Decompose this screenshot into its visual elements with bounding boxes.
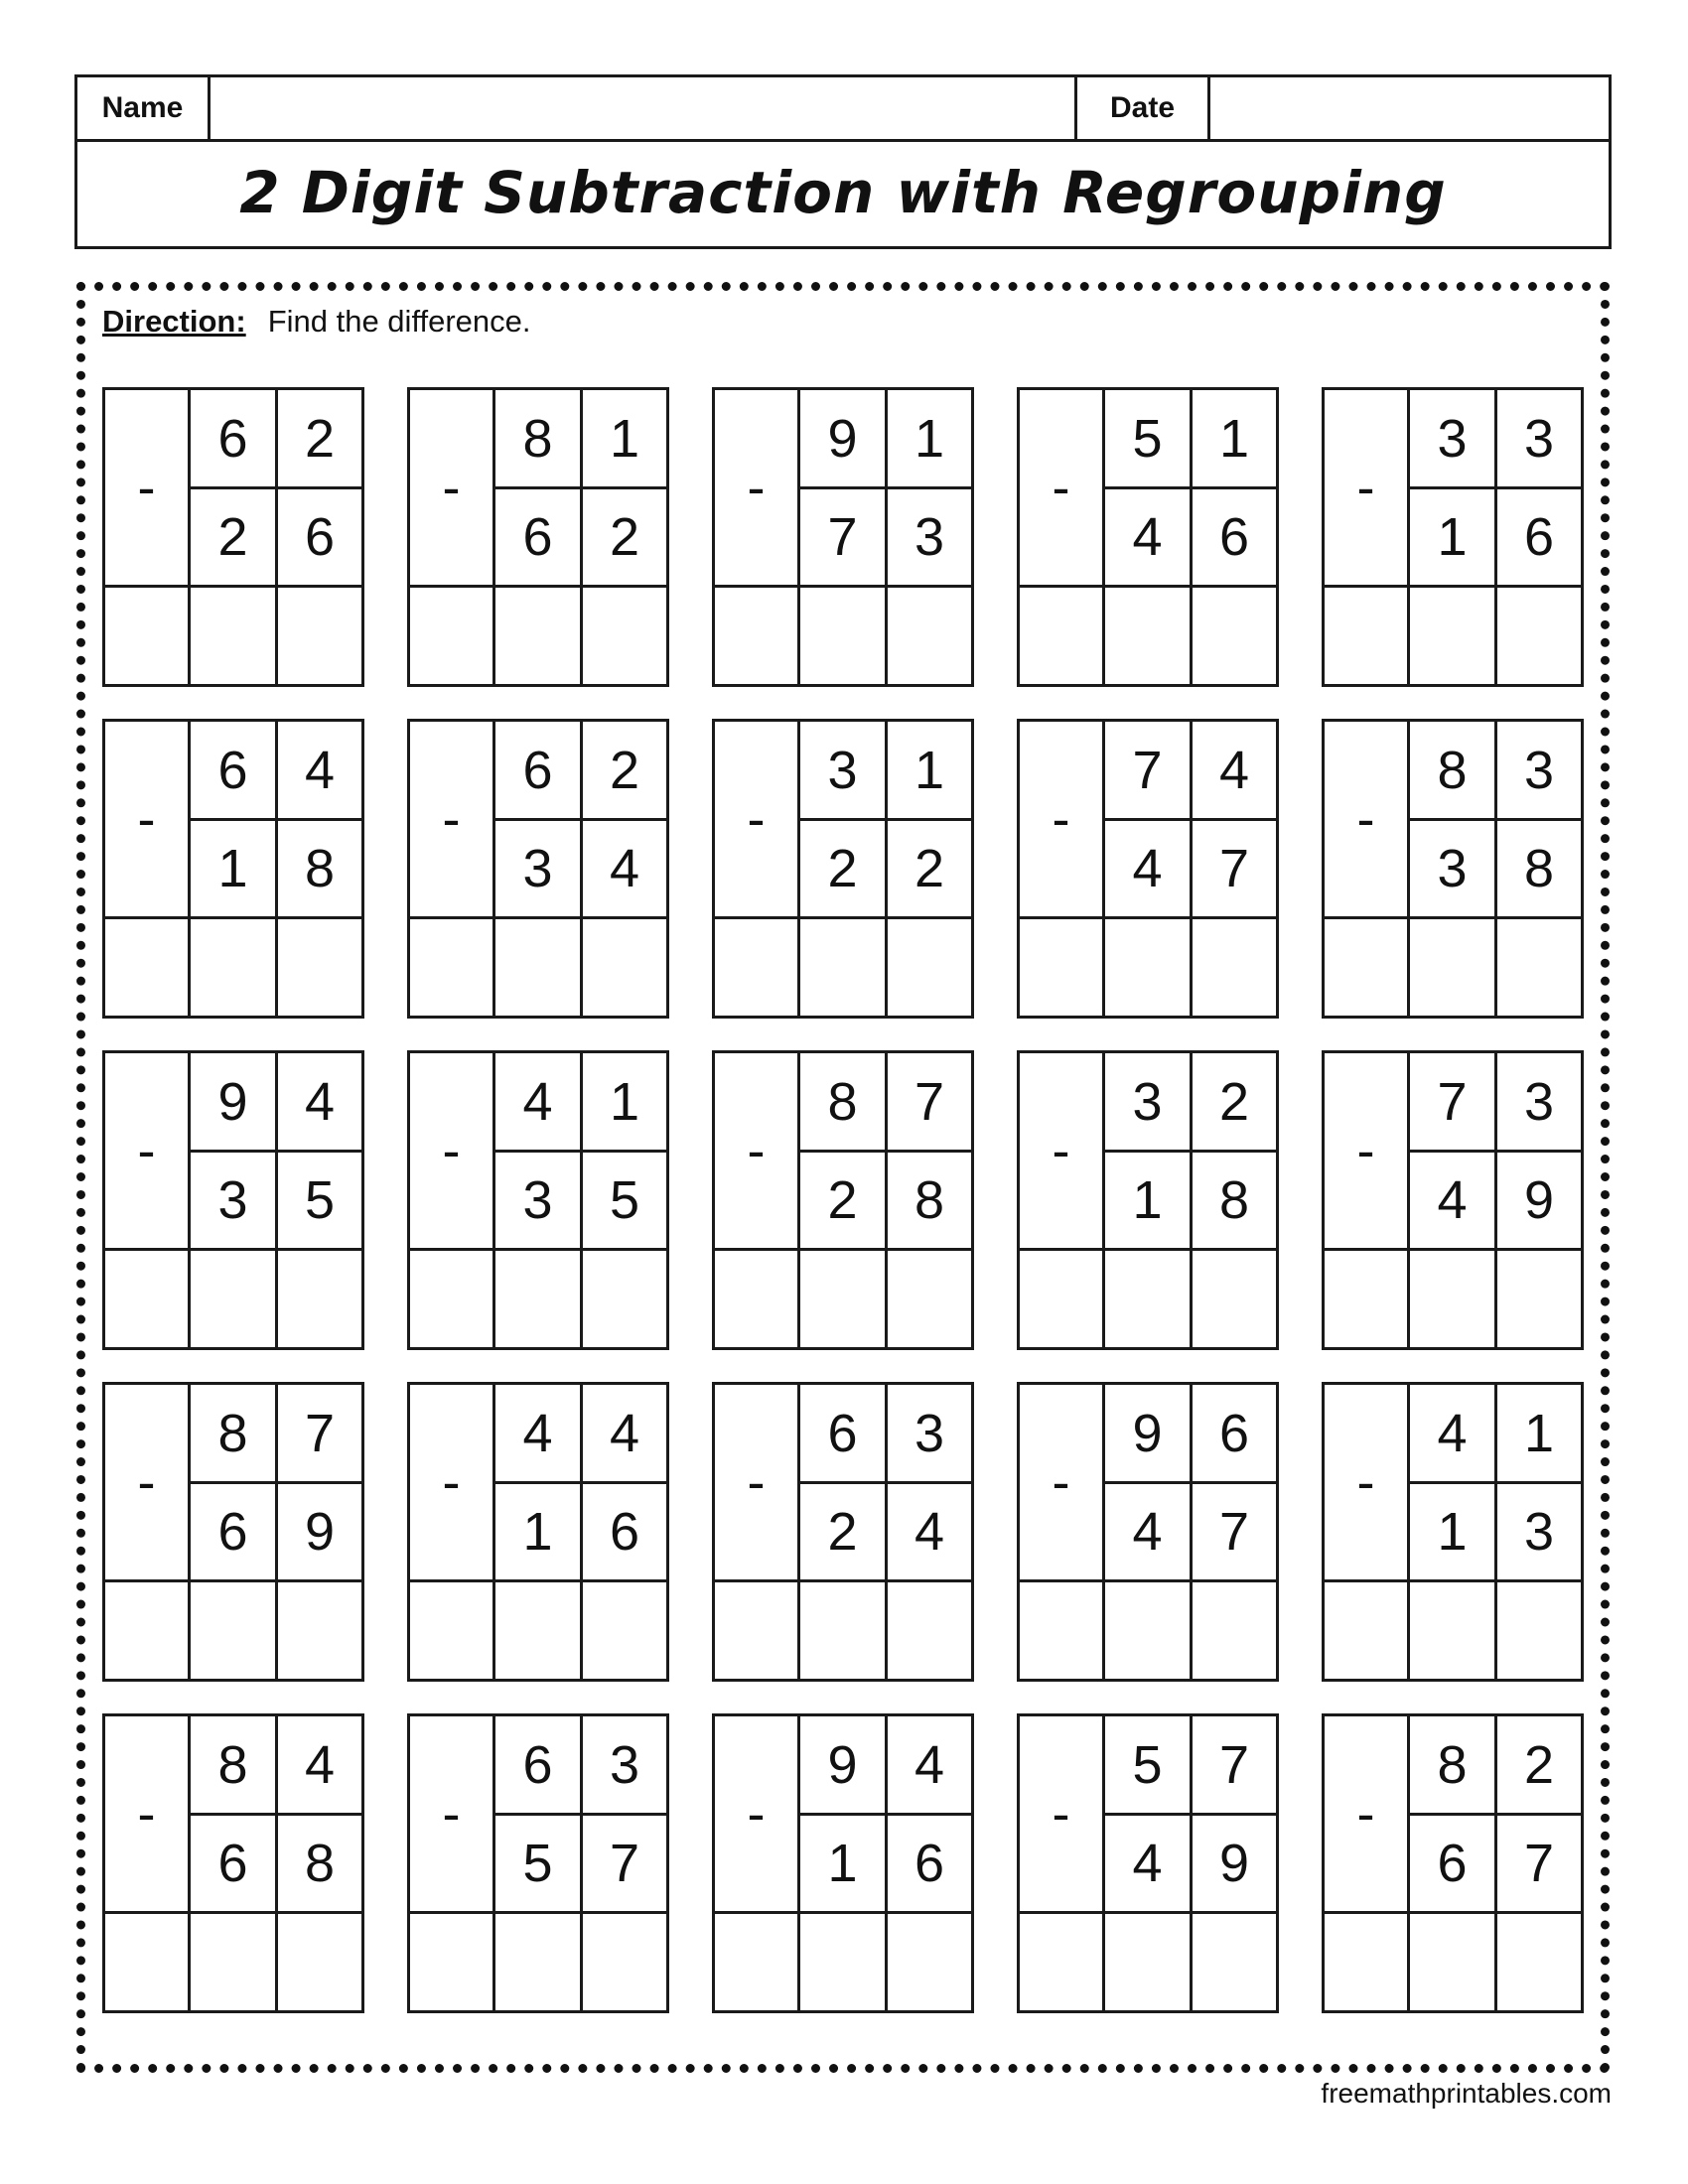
- answer-ones-box[interactable]: [278, 1914, 361, 2010]
- minus-sign: -: [410, 1385, 495, 1582]
- minuend-ones-digit: 7: [278, 1385, 361, 1484]
- subtrahend-tens-digit: 1: [1105, 1153, 1193, 1251]
- minuend-ones-digit: 7: [1193, 1716, 1276, 1816]
- answer-ones-box[interactable]: [1193, 588, 1276, 684]
- minuend-ones-digit: 3: [583, 1716, 666, 1816]
- answer-blank-left[interactable]: [1020, 588, 1105, 684]
- minuend-tens-digit: 3: [1105, 1053, 1193, 1153]
- minuend-tens-digit: 7: [1105, 722, 1193, 821]
- minuend-tens-digit: 6: [495, 722, 583, 821]
- minuend-ones-digit: 6: [1193, 1385, 1276, 1484]
- subtrahend-ones-digit: 5: [583, 1153, 666, 1251]
- minuend-tens-digit: 6: [191, 390, 278, 489]
- answer-ones-box[interactable]: [1193, 1914, 1276, 2010]
- answer-ones-box[interactable]: [583, 1914, 666, 2010]
- answer-ones-box[interactable]: [1497, 588, 1581, 684]
- subtraction-problem: [712, 1382, 974, 1682]
- answer-ones-box[interactable]: [1497, 1914, 1581, 2010]
- minus-sign: -: [410, 1716, 495, 1914]
- subtrahend-ones-digit: 9: [1193, 1816, 1276, 1914]
- subtrahend-ones-digit: 6: [583, 1484, 666, 1582]
- answer-tens-box[interactable]: [1410, 1251, 1497, 1347]
- footer-site: freemathprintables.com: [1321, 2078, 1612, 2109]
- subtrahend-ones-digit: 4: [888, 1484, 971, 1582]
- subtrahend-ones-digit: 7: [583, 1816, 666, 1914]
- minuend-tens-digit: 9: [1105, 1385, 1193, 1484]
- minus-sign: -: [1020, 390, 1105, 588]
- minuend-tens-digit: 6: [495, 1716, 583, 1816]
- subtraction-problem: [102, 1382, 364, 1682]
- subtraction-problem: [1017, 387, 1279, 687]
- minuend-tens-digit: 8: [800, 1053, 888, 1153]
- subtraction-problem: [102, 1050, 364, 1350]
- subtrahend-ones-digit: 6: [1497, 489, 1581, 588]
- subtraction-problem: [1017, 1382, 1279, 1682]
- subtraction-problem: [407, 387, 669, 687]
- subtrahend-tens-digit: 3: [495, 1153, 583, 1251]
- subtrahend-ones-digit: 5: [278, 1153, 361, 1251]
- subtraction-problem: [407, 1050, 669, 1350]
- minuend-ones-digit: 4: [278, 1053, 361, 1153]
- minus-sign: -: [105, 722, 191, 919]
- answer-tens-box[interactable]: [191, 1582, 278, 1679]
- answer-blank-left[interactable]: [1020, 1251, 1105, 1347]
- minus-sign: -: [105, 390, 191, 588]
- minuend-tens-digit: 3: [1410, 390, 1497, 489]
- answer-blank-left[interactable]: [105, 919, 191, 1016]
- answer-ones-box[interactable]: [278, 919, 361, 1016]
- minus-sign: -: [715, 722, 800, 919]
- minuend-tens-digit: 4: [495, 1385, 583, 1484]
- answer-ones-box[interactable]: [583, 1582, 666, 1679]
- answer-blank-left[interactable]: [410, 1582, 495, 1679]
- minus-sign: -: [1020, 722, 1105, 919]
- answer-ones-box[interactable]: [1193, 1582, 1276, 1679]
- answer-tens-box[interactable]: [1410, 919, 1497, 1016]
- minuend-ones-digit: 4: [278, 1716, 361, 1816]
- answer-ones-box[interactable]: [1497, 1582, 1581, 1679]
- answer-blank-left[interactable]: [1325, 1914, 1410, 2010]
- minus-sign: -: [410, 722, 495, 919]
- minuend-tens-digit: 8: [1410, 1716, 1497, 1816]
- answer-tens-box[interactable]: [1410, 1582, 1497, 1679]
- subtraction-problem: [1017, 719, 1279, 1019]
- answer-blank-left[interactable]: [410, 919, 495, 1016]
- answer-ones-box[interactable]: [888, 1914, 971, 2010]
- subtrahend-tens-digit: 6: [1410, 1816, 1497, 1914]
- minuend-ones-digit: 1: [583, 1053, 666, 1153]
- answer-tens-box[interactable]: [191, 919, 278, 1016]
- minuend-ones-digit: 1: [1497, 1385, 1581, 1484]
- answer-ones-box[interactable]: [583, 588, 666, 684]
- minuend-tens-digit: 3: [800, 722, 888, 821]
- minus-sign: -: [715, 390, 800, 588]
- minuend-tens-digit: 5: [1105, 1716, 1193, 1816]
- minuend-ones-digit: 2: [278, 390, 361, 489]
- answer-ones-box[interactable]: [1193, 1251, 1276, 1347]
- minuend-ones-digit: 4: [1193, 722, 1276, 821]
- date-field[interactable]: [1210, 77, 1609, 139]
- minuend-ones-digit: 3: [888, 1385, 971, 1484]
- minus-sign: -: [1325, 1053, 1410, 1251]
- minuend-ones-digit: 2: [1497, 1716, 1581, 1816]
- minuend-ones-digit: 7: [888, 1053, 971, 1153]
- answer-tens-box[interactable]: [800, 919, 888, 1016]
- subtrahend-tens-digit: 4: [1105, 1816, 1193, 1914]
- subtrahend-tens-digit: 1: [495, 1484, 583, 1582]
- minuend-tens-digit: 7: [1410, 1053, 1497, 1153]
- worksheet-header: [74, 74, 1612, 249]
- minuend-ones-digit: 3: [1497, 390, 1581, 489]
- answer-tens-box[interactable]: [800, 1251, 888, 1347]
- subtraction-problem: [1322, 719, 1584, 1019]
- direction-text: Find the difference.: [267, 304, 531, 339]
- minuend-tens-digit: 4: [1410, 1385, 1497, 1484]
- direction-line: [102, 304, 531, 340]
- subtrahend-ones-digit: 8: [1497, 821, 1581, 919]
- minuend-tens-digit: 8: [1410, 722, 1497, 821]
- answer-blank-left[interactable]: [105, 1582, 191, 1679]
- answer-ones-box[interactable]: [1193, 919, 1276, 1016]
- subtrahend-tens-digit: 2: [191, 489, 278, 588]
- minus-sign: -: [1020, 1053, 1105, 1251]
- worksheet-title: 2 Digit Subtraction with Regrouping: [239, 159, 1447, 226]
- answer-ones-box[interactable]: [278, 1251, 361, 1347]
- answer-blank-left[interactable]: [715, 1582, 800, 1679]
- subtraction-problem: [1322, 1382, 1584, 1682]
- direction-label: Direction:: [102, 304, 246, 339]
- subtrahend-tens-digit: 3: [1410, 821, 1497, 919]
- answer-blank-left[interactable]: [410, 588, 495, 684]
- subtraction-problem: [407, 1713, 669, 2013]
- subtraction-problem: [712, 1713, 974, 2013]
- minus-sign: -: [1020, 1716, 1105, 1914]
- answer-blank-left[interactable]: [1325, 1582, 1410, 1679]
- answer-tens-box[interactable]: [495, 1251, 583, 1347]
- minuend-tens-digit: 4: [495, 1053, 583, 1153]
- answer-blank-left[interactable]: [105, 1251, 191, 1347]
- subtrahend-ones-digit: 6: [888, 1816, 971, 1914]
- subtrahend-tens-digit: 7: [800, 489, 888, 588]
- subtrahend-ones-digit: 2: [888, 821, 971, 919]
- answer-blank-left[interactable]: [1020, 1914, 1105, 2010]
- answer-tens-box[interactable]: [495, 919, 583, 1016]
- minus-sign: -: [105, 1716, 191, 1914]
- answer-blank-left[interactable]: [410, 1914, 495, 2010]
- answer-blank-left[interactable]: [105, 1914, 191, 2010]
- subtrahend-tens-digit: 2: [800, 1153, 888, 1251]
- subtraction-problem: [1322, 1713, 1584, 2013]
- minuend-tens-digit: 9: [800, 1716, 888, 1816]
- answer-blank-left[interactable]: [1020, 919, 1105, 1016]
- subtraction-problem: [712, 719, 974, 1019]
- answer-tens-box[interactable]: [191, 1914, 278, 2010]
- answer-blank-left[interactable]: [1020, 1582, 1105, 1679]
- subtrahend-tens-digit: 4: [1105, 1484, 1193, 1582]
- minus-sign: -: [1325, 1716, 1410, 1914]
- subtraction-problem: [102, 719, 364, 1019]
- answer-ones-box[interactable]: [888, 1582, 971, 1679]
- subtrahend-ones-digit: 3: [1497, 1484, 1581, 1582]
- minus-sign: -: [1325, 1385, 1410, 1582]
- subtrahend-ones-digit: 8: [1193, 1153, 1276, 1251]
- answer-tens-box[interactable]: [800, 588, 888, 684]
- minuend-ones-digit: 2: [583, 722, 666, 821]
- answer-tens-box[interactable]: [1105, 919, 1193, 1016]
- minus-sign: -: [105, 1385, 191, 1582]
- subtrahend-ones-digit: 8: [888, 1153, 971, 1251]
- subtrahend-tens-digit: 2: [800, 821, 888, 919]
- subtrahend-ones-digit: 9: [1497, 1153, 1581, 1251]
- name-field[interactable]: [211, 77, 1077, 139]
- subtrahend-ones-digit: 2: [583, 489, 666, 588]
- answer-ones-box[interactable]: [278, 588, 361, 684]
- answer-tens-box[interactable]: [1410, 588, 1497, 684]
- answer-blank-left[interactable]: [715, 588, 800, 684]
- subtrahend-tens-digit: 5: [495, 1816, 583, 1914]
- subtrahend-ones-digit: 6: [278, 489, 361, 588]
- answer-tens-box[interactable]: [191, 588, 278, 684]
- answer-tens-box[interactable]: [495, 588, 583, 684]
- subtraction-problem: [1322, 387, 1584, 687]
- subtrahend-tens-digit: 1: [191, 821, 278, 919]
- subtrahend-tens-digit: 4: [1105, 821, 1193, 919]
- minuend-ones-digit: 3: [1497, 722, 1581, 821]
- subtraction-problem: [407, 1382, 669, 1682]
- minuend-ones-digit: 4: [888, 1716, 971, 1816]
- answer-ones-box[interactable]: [888, 588, 971, 684]
- minus-sign: -: [715, 1053, 800, 1251]
- minuend-tens-digit: 6: [191, 722, 278, 821]
- subtraction-problem: [712, 387, 974, 687]
- minus-sign: -: [1325, 390, 1410, 588]
- answer-tens-box[interactable]: [800, 1582, 888, 1679]
- subtraction-problem: [1017, 1050, 1279, 1350]
- answer-blank-left[interactable]: [410, 1251, 495, 1347]
- answer-tens-box[interactable]: [1105, 1914, 1193, 2010]
- minuend-tens-digit: 6: [800, 1385, 888, 1484]
- subtrahend-ones-digit: 7: [1497, 1816, 1581, 1914]
- minuend-ones-digit: 4: [583, 1385, 666, 1484]
- subtrahend-tens-digit: 4: [1410, 1153, 1497, 1251]
- minuend-tens-digit: 8: [191, 1385, 278, 1484]
- date-label: Date: [1077, 77, 1210, 139]
- subtraction-problem: [102, 387, 364, 687]
- answer-blank-left[interactable]: [1325, 1251, 1410, 1347]
- minus-sign: -: [1020, 1385, 1105, 1582]
- minuend-ones-digit: 4: [278, 722, 361, 821]
- header-fields-row: [77, 77, 1609, 142]
- minus-sign: -: [410, 1053, 495, 1251]
- answer-tens-box[interactable]: [191, 1251, 278, 1347]
- subtrahend-ones-digit: 8: [278, 821, 361, 919]
- subtrahend-ones-digit: 8: [278, 1816, 361, 1914]
- answer-tens-box[interactable]: [800, 1914, 888, 2010]
- minuend-tens-digit: 9: [800, 390, 888, 489]
- minuend-ones-digit: 1: [583, 390, 666, 489]
- subtraction-problem: [1322, 1050, 1584, 1350]
- answer-ones-box[interactable]: [1497, 1251, 1581, 1347]
- subtrahend-tens-digit: 1: [800, 1816, 888, 1914]
- subtrahend-tens-digit: 6: [495, 489, 583, 588]
- minuend-ones-digit: 2: [1193, 1053, 1276, 1153]
- subtrahend-tens-digit: 6: [191, 1484, 278, 1582]
- subtraction-problem: [712, 1050, 974, 1350]
- minuend-tens-digit: 9: [191, 1053, 278, 1153]
- answer-blank-left[interactable]: [1325, 919, 1410, 1016]
- minus-sign: -: [715, 1716, 800, 1914]
- subtrahend-tens-digit: 2: [800, 1484, 888, 1582]
- subtrahend-tens-digit: 3: [495, 821, 583, 919]
- minus-sign: -: [1325, 722, 1410, 919]
- answer-ones-box[interactable]: [583, 919, 666, 1016]
- subtrahend-tens-digit: 4: [1105, 489, 1193, 588]
- subtraction-problem: [1017, 1713, 1279, 2013]
- answer-tens-box[interactable]: [1410, 1914, 1497, 2010]
- subtrahend-ones-digit: 9: [278, 1484, 361, 1582]
- answer-tens-box[interactable]: [1105, 588, 1193, 684]
- minuend-ones-digit: 3: [1497, 1053, 1581, 1153]
- name-label: Name: [77, 77, 211, 139]
- minus-sign: -: [715, 1385, 800, 1582]
- minuend-tens-digit: 5: [1105, 390, 1193, 489]
- answer-tens-box[interactable]: [495, 1582, 583, 1679]
- answer-tens-box[interactable]: [1105, 1582, 1193, 1679]
- subtrahend-tens-digit: 1: [1410, 489, 1497, 588]
- answer-ones-box[interactable]: [888, 1251, 971, 1347]
- answer-ones-box[interactable]: [278, 1582, 361, 1679]
- subtrahend-tens-digit: 6: [191, 1816, 278, 1914]
- minuend-ones-digit: 1: [1193, 390, 1276, 489]
- minuend-ones-digit: 1: [888, 722, 971, 821]
- answer-ones-box[interactable]: [583, 1251, 666, 1347]
- subtrahend-ones-digit: 7: [1193, 821, 1276, 919]
- answer-blank-left[interactable]: [715, 1251, 800, 1347]
- subtrahend-ones-digit: 3: [888, 489, 971, 588]
- answer-blank-left[interactable]: [715, 919, 800, 1016]
- answer-blank-left[interactable]: [1325, 588, 1410, 684]
- answer-blank-left[interactable]: [105, 588, 191, 684]
- answer-blank-left[interactable]: [715, 1914, 800, 2010]
- subtrahend-tens-digit: 1: [1410, 1484, 1497, 1582]
- answer-tens-box[interactable]: [1105, 1251, 1193, 1347]
- minuend-tens-digit: 8: [495, 390, 583, 489]
- problem-grid: [102, 387, 1582, 2013]
- answer-ones-box[interactable]: [1497, 919, 1581, 1016]
- answer-tens-box[interactable]: [495, 1914, 583, 2010]
- minuend-tens-digit: 8: [191, 1716, 278, 1816]
- minuend-ones-digit: 1: [888, 390, 971, 489]
- subtraction-problem: [407, 719, 669, 1019]
- answer-ones-box[interactable]: [888, 919, 971, 1016]
- subtrahend-ones-digit: 7: [1193, 1484, 1276, 1582]
- subtrahend-tens-digit: 3: [191, 1153, 278, 1251]
- subtrahend-ones-digit: 6: [1193, 489, 1276, 588]
- subtraction-problem: [102, 1713, 364, 2013]
- minus-sign: -: [410, 390, 495, 588]
- subtrahend-ones-digit: 4: [583, 821, 666, 919]
- minus-sign: -: [105, 1053, 191, 1251]
